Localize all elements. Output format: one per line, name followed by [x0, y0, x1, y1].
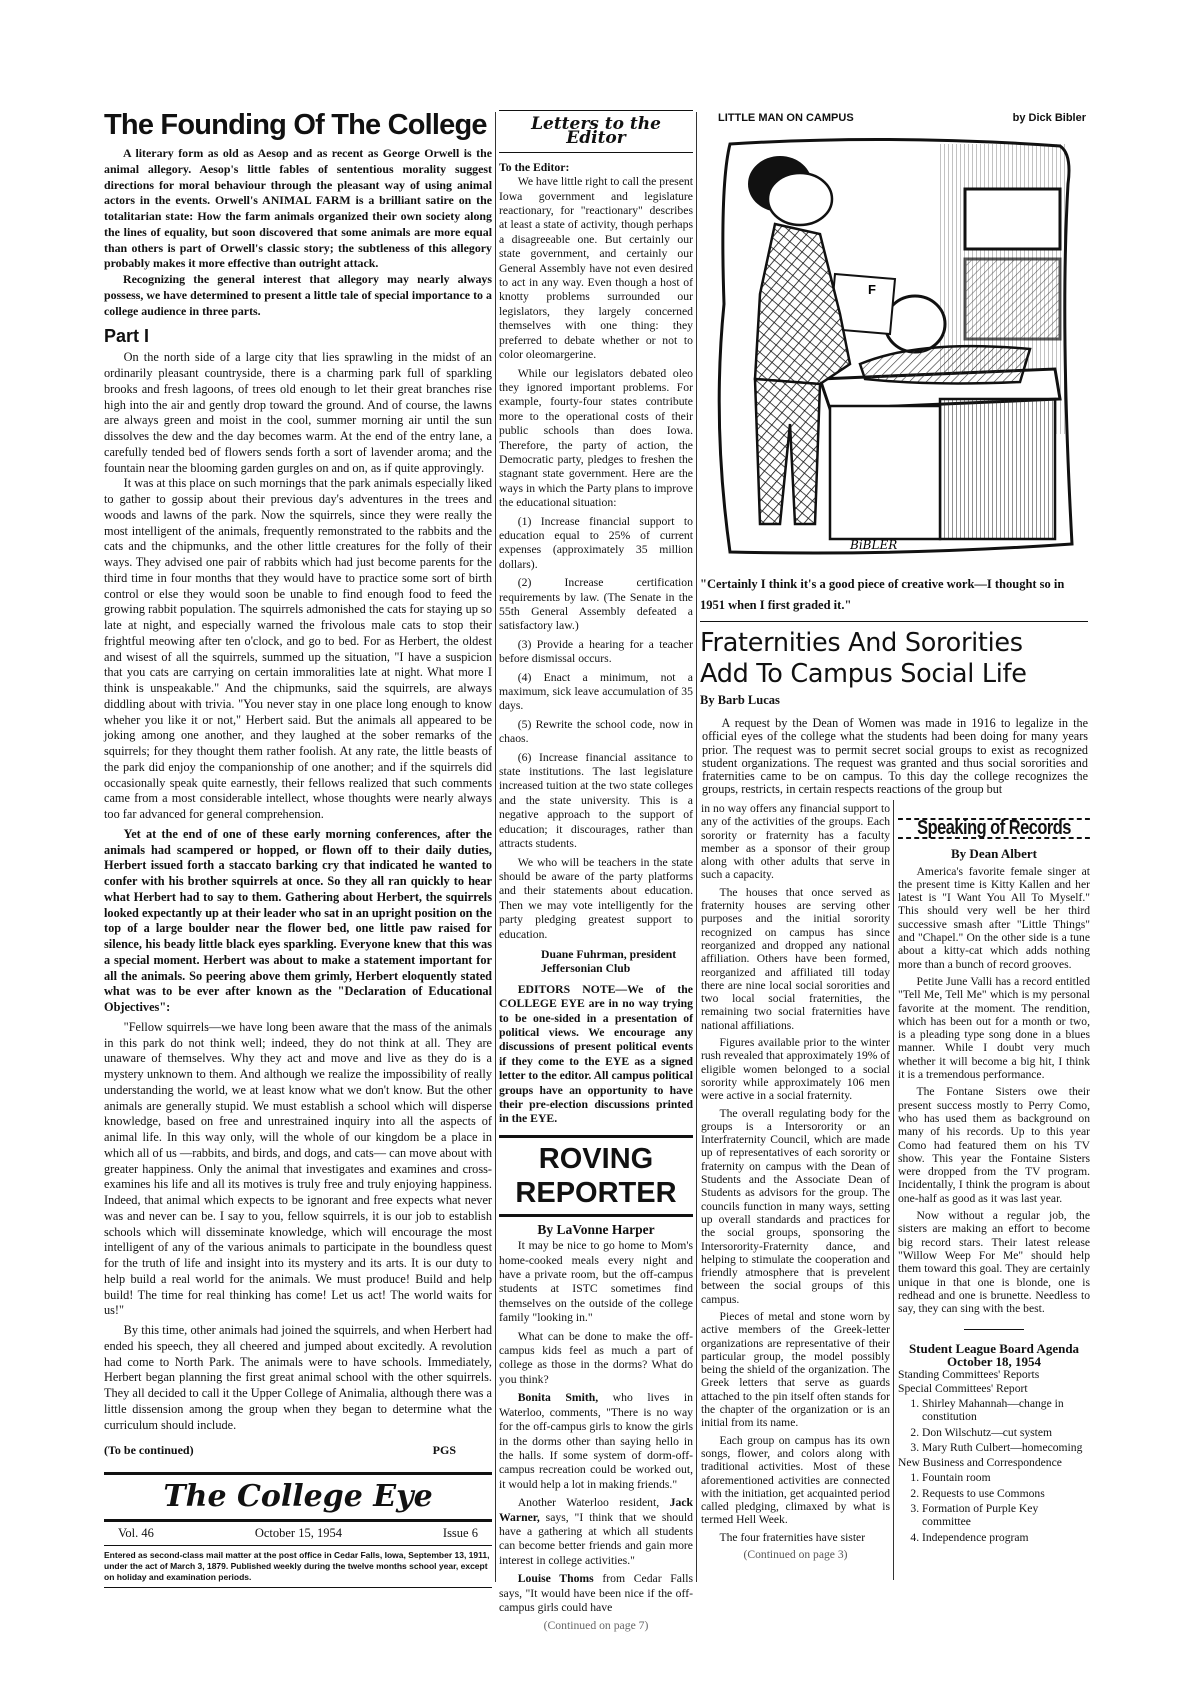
founding-intro: [104, 146, 492, 319]
quote-intro: Another Waterloo resident,: [517, 1496, 670, 1510]
roving-paragraph: [499, 1496, 693, 1568]
fraternities-body: [701, 802, 890, 1561]
letter-paragraph: While our legislators debated oleo they ignored important problems. For example, fourty-four states contribute more to the operational costs of their public schools than does Iowa. Therefore, the party of action, the Democratic party, pledges to freshen the stagnant state government. Here are the ways in which the Party plans to improve the educational situation:: [499, 366, 693, 510]
continued-line: [104, 1443, 492, 1458]
column-rule: [696, 112, 697, 1582]
roving-paragraph: [499, 1391, 693, 1492]
strip-title: LITTLE MAN ON CAMPUS: [718, 112, 854, 124]
signature-name: Duane Fuhrman, president: [541, 947, 677, 961]
agenda-item: 2. Requests to use Commons: [922, 1487, 1090, 1500]
signature-org: Jeffersonian Club: [541, 962, 631, 976]
quote-text: from Cedar Falls says, "It would have been nice if the off-campus girls could have: [499, 1572, 693, 1614]
records-paragraph: The Fontane Sisters owe their present success mostly to Perry Como, who has used them as background on many of his records. Up to this year Como had featured them on his TV show. This year the Fontaine Sisters were dropped from the TV program. Incidentally, I think the program is about one-half as good as it was last year.: [898, 1085, 1090, 1205]
body-paragraph: Figures available prior to the winter rush revealed that approximately 19% of eligible women belonged to a social sorority while approximately 106 men were active in a social fraternity.: [701, 1036, 890, 1103]
window: [965, 189, 1060, 249]
roving-byline: By LaVonne Harper: [537, 1221, 655, 1237]
special-committee-list: [898, 1397, 1090, 1454]
part-heading: Part I: [104, 326, 150, 347]
headline-line: Fraternities And Sororities: [700, 628, 1023, 658]
letter-paragraph: We who will be teachers in the state should be aware of the party platforms and their statements about education. Then we may vote intelligently for the party pledging greatest support to education.: [499, 855, 693, 941]
letter-paragraph: (2) Increase certification requirements by law. (The Senate in the 55th General Assembly defeated a satisfactory law.): [499, 576, 693, 633]
paper-grade: F: [868, 282, 876, 297]
professor-head: [885, 296, 945, 352]
cartoon-credit: by Dick Bibler: [1012, 112, 1086, 124]
fraternities-intro: A request by the Dean of Women was made in 1916 to legalize in the official eyes of the college what the students had been doing for many years prior. The request was to permit secret social groups to exist as recognized student organizations. The request was granted and thus social sororities and fraternities came to be on campus. To this day the college recognizes the groups, restricts, in certain respects reactions of the group but: [702, 716, 1088, 797]
agenda-line: Special Committees' Report: [898, 1381, 1028, 1395]
letter-paragraph: (6) Increase financial assitance to state institutions. The last legislature increased tuition at the two state colleges and the state university. This is a negative approach to the support of education; it discourages, rather than attracts students.: [499, 750, 693, 851]
agenda-title: Student League Board Agenda: [908, 1341, 1080, 1357]
letter-paragraph: (5) Rewrite the school code, now in chaos.: [499, 717, 693, 746]
intro-paragraph: Recognizing the general interest that allegory may nearly always possess, we have determined to present a little tale of special importance to a college audience in three parts.: [104, 272, 492, 318]
interviewee-name: Bonita Smith,: [517, 1391, 599, 1405]
masthead-meta: [104, 1519, 492, 1546]
letter-paragraph: (4) Enact a minimum, not a maximum, sick leave accumulation of 35 days.: [499, 670, 693, 713]
cartoonist-signature: BiBLER: [850, 538, 898, 552]
fraternities-continued: (Continued on page 3): [743, 1548, 848, 1562]
issue-date: October 15, 1954: [254, 1526, 342, 1541]
cartoon: [700, 112, 1090, 567]
college-eye-logo: The College Eye: [163, 1479, 433, 1515]
headline-line: Add To Campus Social Life: [700, 659, 1027, 689]
agenda-item: 3. Formation of Purple Key committee: [922, 1502, 1090, 1529]
agenda-item: 1. Fountain room: [922, 1471, 1090, 1484]
founding-headline: The Founding Of The College: [104, 109, 487, 141]
body-paragraph: It was at this place on such mornings that the park animals especially liked to gather to gossip about their previous day's adventures in the trees and woods and lawns of the park. Now the squirrels, since they were really the most intelligent of the animals, frequently remonstrated to the rabbits and the cats and the chipmunks, and the other little creatures for the folly of their ways. They advised one pair of rabbits which had just become parents for the third time in four months that they would have to practice some sort of birth control or else they would soon be unable to find enough food to feed the growing rabbit population. The squirrels admonished the cats for staying up so late at night, and especially warned the frivolous male cats to stop their frightful meowing after ten o'clock, and go to bed. For as Herbert, the oldest and wisest of all the squirrels, summed up the situation, "I have a suspicion that you cats are carrying on certain immoralities late at night. What more I think is unspeakable." And the chipmunks, said the squirrels, are always diddling about with trivia. "You never stay in one place long enough to know wheher you like it or not," Herbert said. But the animals all appeared to be joking among one another, and they laughed at the sober remarks of the squirrels; for they thought them rather foolish. At any rate, the little beasts of the park did enjoy the companionship of one another; and if the squirrels did occasionally speak quite earnestly, their fellows realized that such comments came from a most considerable intellect, whose thoughts were nearly always too far advanced for general comprehension.: [104, 476, 492, 821]
body-paragraph: The overall regulating body for the groups is a Intersorority or an Interfraternity Council, which are made up of representatives of each sorority or fraternity on campus with the Dean of Students and the Associate Dean of Students as advisors for the group. The councils function in many ways, setting up overall standards and practices for the social groups, sponsoring the Intersorority-Fraternity dance, and helping to stimulate the cooperation and friendly atmosphere that is prevelent between the social groups of this campus.: [701, 1106, 890, 1306]
records-byline: By Dean Albert: [951, 846, 1037, 862]
volume: Vol. 46: [118, 1526, 154, 1541]
roving-heading-line: ROVING: [538, 1142, 654, 1175]
letter-paragraph: We have little right to call the present Iowa government and legislature reactionary, for "reactionary" describes at least a state of activity, though perhaps a disagreeable one. But certainly our state government, and certainly our General Assembly have not even desired to act in any way. Even though a host of knotty problems surrounded our legislators, they largely concerned themselves with one thing: they preferred to debate whether or not to color oleomargerine.: [499, 175, 694, 362]
records-paragraph: Petite June Valli has a record entitled "Tell Me, Tell Me" which is my personal favorite at the moment. The rendition, which has been out for a month or two, is a pleading type song done in a blues manner. While I doubt very much whether it will become a big hit, I think it is a tremendous performance.: [898, 974, 1090, 1082]
letter-paragraph: (1) Increase financial support to education equal to 25% of current expenses (approximately 35 million dollars).: [499, 514, 693, 571]
divider: [964, 1329, 1024, 1330]
records-paragraph: America's favorite female singer at the present time is Kitty Kallen and her latest is "I Want You All To Myself." This should very well be her third successive smash after "Little Things" and "Chapel." On the other side is a tune about a kitty-cat which adds nothing more than a bunch of record grooves.: [898, 864, 1090, 971]
body-paragraph: Pieces of metal and stone worn by active members of the Greek-letter organizations are representative of their particular group, the model possibly being the shield of the organization. The Greek letters that serve as guards attached to the pin itself often stands for the chapter of the organization or is an initial from its name.: [701, 1309, 890, 1430]
body-paragraph: The houses that once served as fraternity houses are serving other purposes and the initial sorority recognized on campus has since reorganized and dropped any national affiliation. Others have been formed, reorganized and affiliated till today there are nine local social sororities and two local social fraternities, the remaining two social fraternities have national affiliations.: [701, 885, 890, 1032]
body-paragraph: in no way offers any financial support to any of the activities of the groups. Each sorority or fraternity has a faculty member as a sponsor of their group along with other adults that serve in such a capacity.: [701, 802, 890, 882]
cartoon-illustration: [700, 124, 1090, 564]
intro-paragraph: A literary form as old as Aesop and as recent as George Orwell is the animal allegory. Aesop's little fables of sententious morality suggest directions for moral behaviour through the pleasant way of using animal actors in the events. Orwell's ANIMAL FARM is a brilliant satire on the totalitarian state: How the farm animals organized their own society along the lines of equality, but soon discovered that some animals are more equal than others is part of Orwell's classic story; the subtleness of this allegory probably makes it more effective than outright attack.: [104, 146, 492, 271]
body-paragraph: "Fellow squirrels—we have long been aware that the mass of the animals in this park do not think well; indeed, they do not think at all. They are unaware of themselves. Why they act and move and live as they do is a mystery unknown to them. And although we realize the impossibility of really understanding the world, we at least know what we don't know. But the other animals are generally stupid. We must establish a school which will disperse knowledge, based on free and unrestrained inquiry into all the aspects of animal life. In this way only, will the whole of our kingdom be a place in which all of us —rabbits, and birds, and dogs, and cats— can move about with greater happiness. Only the animal that investigates and examines and cross-examines his life and all its motives is truly free and truly enjoying happiness. Indeed, that animal which expects to be ignorant and free expects what never was and never can be. I say to you, fellow squirrels, it is our job to establish schools which will disseminate knowledge, which will encourage the most intelligent of any of the various animals to participate in the boundless quest for the truth of life and insight into its mystery and its arts. It is our duty to help build a real world for the animals. We must produce! Build and help build! The time for real thinking has come! Let us act! The world waits for us!": [104, 1019, 492, 1318]
issue-number: Issue 6: [442, 1526, 478, 1541]
editors-note: EDITORS NOTE—We of the COLLEGE EYE are in no way trying to be one-sided in a presentation of political views. We encourage any discussions of present political events if they come to the EYE as a signed letter to the editor. All campus political groups have an opportunity to have their pre-election discussions printed in the EYE.: [499, 982, 693, 1126]
letters-salutation: To the Editor:: [499, 160, 570, 174]
middle-column: [499, 110, 693, 1634]
body-paragraph: Yet at the end of one of these early morning conferences, after the animals had scampered or hopped, or flown off to their daily duties, Herbert issued forth a staccato barking cry that indicated he wanted to confer with his brother squirrels at once. So they all ran quickly to hear what Herbert had to say to them. Gathering about Herbert, the squirrels looked expectantly up at their leader who sat in an upright position on the top of a large boulder near the flower bed, one little paw raised for silence, his beady little black eyes sparkling. Everyone knew that this was a special moment. Herbert was about to make a statement important for all the animals. So peering above them grimly, Herbert eloquently stated what was to be ever after known as the "Declaration of Educational Objectives":: [104, 826, 492, 1014]
author-initials: PGS: [432, 1443, 456, 1458]
letters-heading: Letters to the Editor: [499, 110, 693, 153]
letter-paragraph: (3) Provide a hearing for a teacher before dismissal occurs.: [499, 637, 693, 666]
cartoon-caption: "Certainly I think it's a good piece of creative work—I thought so in 1951 when I first graded it.": [700, 577, 1065, 612]
agenda-item: 4. Independence program: [922, 1531, 1090, 1544]
founding-body: [104, 350, 492, 1433]
cartoon-header: [700, 112, 1090, 124]
desk-drawer: [940, 399, 1055, 539]
masthead: [104, 1472, 492, 1588]
roving-continued: (Continued on page 7): [543, 1619, 649, 1633]
column-rule: [893, 800, 894, 1580]
founding-article: [104, 108, 492, 1588]
records-paragraph: Now without a regular job, the sisters are making an effort to become big record stars. Their latest release "Willow Weep For Me" should help them toward this goal. They are certainly unique in that one is blonde, one is redhead and one is brunette. Needless to say, they can sing with the best.: [898, 1209, 1090, 1316]
agenda-date: October 18, 1954: [947, 1354, 1041, 1370]
section-rule: [700, 621, 1088, 622]
body-paragraph: The four fraternities have sister: [719, 1530, 866, 1544]
to-be-continued: (To be continued): [104, 1443, 194, 1458]
body-paragraph: On the north side of a large city that lies sprawling in the midst of an ordinarily pleasant countryside, there is a charming park full of sparkling brooks and fresh lagoons, of trees old enough to let their great branches rise high into the air and gently drop toward the ground. And of course, the lawns are always green and moist in the cool, summer morning air until the sun dissolves the dew and the day becomes warm. At the end of the entry lane, a carefully tended bed of flowers sends forth a sort of lavender aroma; and the fountain near the blooming garden gurgles on and on, as if quite approvingly.: [104, 350, 492, 475]
roving-reporter-heading: [499, 1135, 693, 1217]
student-head: [768, 173, 832, 225]
agenda-item: 3. Mary Ruth Culbert—homecoming: [922, 1441, 1090, 1454]
roving-paragraph: It may be nice to go home to Mom's home-cooked meals every night and have a private room, but the off-campus students at ISTC sometimes find themselves on the outside of the college family "looking in.": [499, 1239, 693, 1325]
body-paragraph: Each group on campus has its own songs, flower, and colors along with traditional activities. Most of these aforementioned activities are connected with the initiation, get acquainted period called pledging, climaxed by what is termed Hell Week.: [701, 1433, 890, 1527]
agenda-item: 2. Don Wilschutz—cut system: [922, 1426, 1090, 1439]
quote-text: who lives in Waterloo, comments, "There is no way for the off-campus girls to know the girls in the dorms other than saying hello in the halls. If some system of dorm-off-campus recreation could be worked out, it would help a lot in making friends.": [499, 1391, 693, 1491]
reporter-heading-line: REPORTER: [515, 1176, 677, 1209]
column-rule: [495, 112, 496, 1582]
letter-signature: [499, 948, 693, 977]
entry-notice: Entered as second-class mail matter at the post office in Cedar Falls, Iowa, September 13, 1911, under the act of March 3, 1879. Published weekly during the twelve months school year, except on holiday and examination periods.: [104, 1546, 492, 1588]
roving-paragraph: What can be done to make the off-campus kids feel as much a part of college as those in the dorms? What do you think?: [499, 1329, 693, 1386]
fraternities-byline: By Barb Lucas: [700, 693, 780, 707]
quote-text: says, "I think that we should have a gathering at which all students can become better friends and gain more interest in college activities.": [499, 1510, 693, 1567]
body-paragraph: By this time, other animals had joined the squirrels, and when Herbert had ended his speech, they all cheered and jumped about excitedly. A revolution had come to North Park. The animals were to have schools. Immediately, Herbert began planning the first great animal school with the other squirrels. They all decided to call it the Upper College of Animalia, although there was a little dissension among the group when they began to determine what the curriculum should include.: [104, 1323, 492, 1432]
agenda-line: New Business and Correspondence: [898, 1456, 1062, 1470]
interviewee-name: Jack Warner,: [499, 1496, 693, 1524]
fraternities-headline: [700, 628, 1090, 690]
interviewee-name: Louise Thoms: [517, 1572, 594, 1586]
agenda-line: Standing Committees' Reports: [898, 1368, 1040, 1382]
roving-paragraph: [499, 1572, 693, 1615]
new-business-list: [898, 1471, 1090, 1543]
records-column: [898, 818, 1090, 1546]
records-heading: Speaking of Records: [898, 818, 1090, 839]
agenda-item: 1. Shirley Mahannah—change in constitution: [922, 1397, 1090, 1424]
